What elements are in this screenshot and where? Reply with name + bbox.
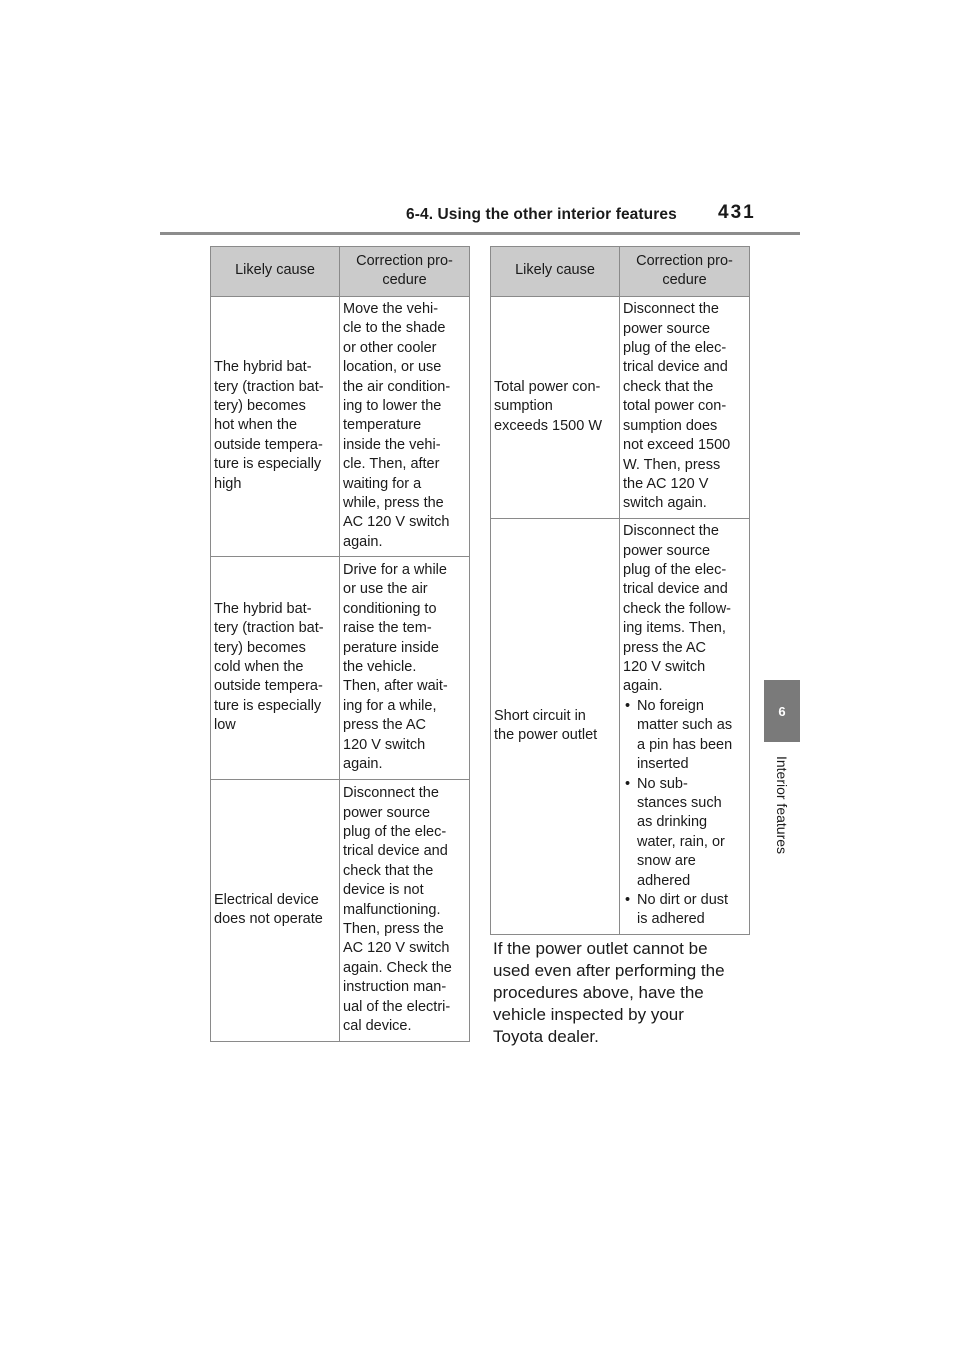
list-item: • No sub- stances such as drinking water, rain, or snow are adhered	[623, 775, 745, 891]
chapter-number: 6	[778, 703, 786, 719]
cell-text: Electrical device does not operate	[214, 891, 323, 928]
chapter-label: Interior features	[774, 755, 790, 855]
table-row	[491, 297, 750, 519]
table-row	[211, 297, 470, 557]
check-items-list	[623, 697, 745, 930]
likely-cause-cell	[491, 297, 620, 519]
likely-cause-cell	[491, 519, 620, 935]
cell-text: The hybrid bat- tery (traction bat- tery) becomes cold when the outside tempera- ture is especially low	[214, 600, 324, 734]
header-text: Likely cause	[515, 262, 595, 279]
cell-text: Move the vehi- cle to the shade or other cooler location, or use the air condition- ing to lower the temperature inside the vehi- cle. Then, after waiting for a while, press the AC 120 V switch again.	[343, 301, 451, 550]
dealer-note: If the power outlet cannot be used even after performing the procedures above, have the vehicle inspected by your Toyota dealer.	[493, 939, 725, 1046]
cell-text: Drive for a while or use the air conditioning to raise the tem- perature inside the vehicle. Then, after wait- ing for a while, press the AC 120 V switch again.	[343, 562, 448, 773]
likely-cause-cell	[211, 780, 340, 1042]
cell-text: Disconnect the power source plug of the elec- trical device and check that the device is not malfunctioning. Then, press the AC 120 V switch again. Check the instruction man- ual of the electri- cal device.	[343, 785, 452, 1035]
header-divider	[160, 232, 800, 235]
chapter-tab	[764, 680, 800, 742]
column-header-likely-cause	[491, 247, 620, 297]
page-number: 431	[718, 202, 756, 223]
list-item: • No foreign matter such as a pin has been inserted	[623, 697, 745, 775]
correction-procedure-cell	[340, 557, 470, 780]
column-header-likely-cause	[211, 247, 340, 297]
cell-text: Total power con- sumption exceeds 1500 W	[494, 378, 603, 434]
cell-text: Disconnect the power source plug of the elec- trical device and check that the total power con- sumption does not exceed 1500 W. Then, press the AC 120 V switch again.	[623, 301, 731, 512]
correction-procedure-cell	[620, 519, 750, 935]
correction-procedure-cell	[620, 297, 750, 519]
cell-text: Short circuit in the power outlet	[494, 707, 598, 743]
header-text: Correction pro- cedure	[636, 252, 733, 288]
table-row	[211, 780, 470, 1042]
likely-cause-cell	[211, 557, 340, 780]
correction-procedure-cell	[340, 780, 470, 1042]
chapter-label-container	[770, 745, 794, 865]
likely-cause-cell	[211, 297, 340, 557]
list-item: • No dirt or dust is adhered	[623, 891, 745, 930]
cell-text: The hybrid bat- tery (traction bat- tery) becomes hot when the outside tempera- ture is especially high	[214, 359, 324, 492]
troubleshooting-table-right	[490, 246, 750, 935]
correction-procedure-cell	[340, 297, 470, 557]
header-text: Correction pro- cedure	[356, 252, 453, 288]
cell-text: Disconnect the power source plug of the elec- trical device and check the follow- ing items. Then, press the AC 120 V switch again.	[623, 523, 731, 695]
column-header-correction-procedure	[620, 247, 750, 297]
section-title: 6-4. Using the other interior features	[406, 206, 677, 223]
header-text: Likely cause	[235, 262, 315, 279]
column-header-correction-procedure	[340, 247, 470, 297]
troubleshooting-table-left	[210, 246, 470, 1042]
table-row	[491, 519, 750, 935]
table-row	[211, 557, 470, 780]
